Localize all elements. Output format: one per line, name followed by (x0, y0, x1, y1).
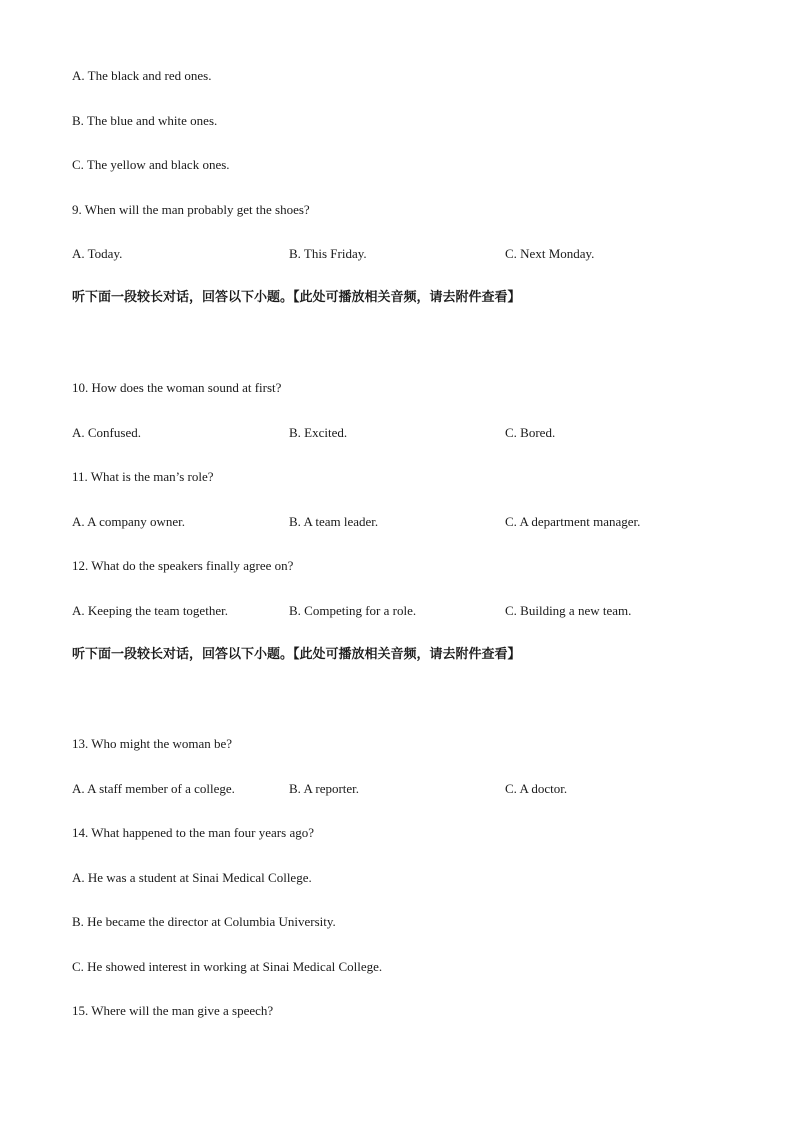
q12-option-b: B. Competing for a role. (289, 603, 417, 618)
q10-option-b: B. Excited. (289, 425, 348, 440)
q9-question: 9. When will the man probably get the shoes? (72, 202, 310, 217)
q8-option-b: B. The blue and white ones. (72, 113, 218, 128)
q10-option-c: C. Bored. (505, 425, 556, 440)
q9-option-a: A. Today. (72, 246, 123, 261)
q9-option-c: C. Next Monday. (505, 246, 595, 261)
q11-question: 11. What is the man’s role? (72, 469, 214, 484)
listening-instruction-1: 听下面一段较长对话，回答以下小题。【此处可播放相关音频，请去附件查看】 (72, 290, 521, 305)
q12-option-c: C. Building a new team. (505, 603, 632, 618)
q8-option-c: C. The yellow and black ones. (72, 157, 230, 172)
q12-question: 12. What do the speakers finally agree on? (72, 558, 294, 573)
q10-question: 10. How does the woman sound at first? (72, 380, 282, 395)
q11-option-b: B. A team leader. (289, 514, 379, 529)
q14-question: 14. What happened to the man four years ago? (72, 825, 314, 840)
q12-option-a: A. Keeping the team together. (72, 603, 228, 618)
q14-option-a: A. He was a student at Sinai Medical College. (72, 870, 312, 885)
q11-option-a: A. A company owner. (72, 514, 186, 529)
q8-option-a: A. The black and red ones. (72, 68, 212, 83)
q15-question: 15. Where will the man give a speech? (72, 1003, 274, 1018)
q10-option-a: A. Confused. (72, 425, 141, 440)
q13-question: 13. Who might the woman be? (72, 736, 233, 751)
listening-instruction-2: 听下面一段较长对话，回答以下小题。【此处可播放相关音频，请去附件查看】 (72, 647, 521, 662)
q13-option-b: B. A reporter. (289, 781, 360, 796)
q9-option-b: B. This Friday. (289, 246, 367, 261)
q13-option-c: C. A doctor. (505, 781, 568, 796)
q14-option-c: C. He showed interest in working at Sinai Medical College. (72, 959, 383, 974)
q11-option-c: C. A department manager. (505, 514, 641, 529)
q14-option-b: B. He became the director at Columbia University. (72, 914, 336, 929)
q13-option-a: A. A staff member of a college. (72, 781, 235, 796)
